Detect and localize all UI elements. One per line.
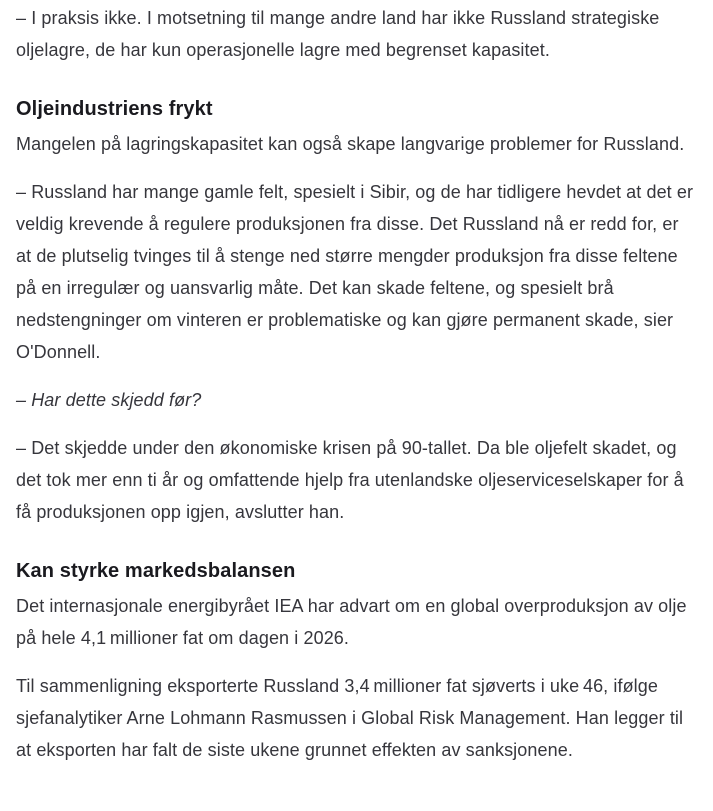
paragraph-iea-overproduction: Det internasjonale energibyrået IEA har advart om en global overproduksjon av olje på hele 4,1 millioner fat om dagen i 2026. — [16, 596, 687, 648]
interview-question-italic: – Har dette skjedd før? — [16, 390, 202, 410]
paragraph-storage-capacity: Mangelen på lagringskapasitet kan også skape langvarige problemer for Russland. — [16, 134, 685, 154]
paragraph-export-week46: Til sammenligning eksporterte Russland 3,4 millioner fat sjøverts i uke 46, ifølge sjefanalytiker Arne Lohmann Rasmussen i Global Risk Management. Han legger til at eksporten har falt de siste ukene grunnet effekten av sanksjonene. — [16, 676, 684, 760]
section-heading-oljeindustriens-frykt: Oljeindustriens frykt — [16, 98, 213, 120]
paragraph-90s-crisis: – Det skjedde under den økonomiske krisen på 90-tallet. Da ble oljefelt skadet, og det tok mer enn ti år og omfattende hjelp fra utenlandske oljeserviceselskaper for å få produksjonen opp igjen, avslutter han. — [16, 438, 684, 522]
paragraph-old-fields-siberia: – Russland har mange gamle felt, spesielt i Sibir, og de har tidligere hevdet at det er veldig krevende å regulere produksjonen fra disse. Det Russland nå er redd for, er at de plutselig tvinges til å stenge ned større mengder produksjon fra disse feltene på en irregulær og uansvarlig måte. Det kan skade feltene, og spesielt brå nedstengninger om vinteren er problematiske og kan gjøre permanent skade, sier O'Donnell. — [16, 182, 694, 362]
section-heading-kan-styrke-markedsbalansen: Kan styrke markedsbalansen — [16, 560, 296, 582]
paragraph-practice-no-storage: – I praksis ikke. I motsetning til mange andre land har ikke Russland strategiske oljelagre, de har kun operasjonelle lagre med begrenset kapasitet. — [16, 8, 660, 60]
